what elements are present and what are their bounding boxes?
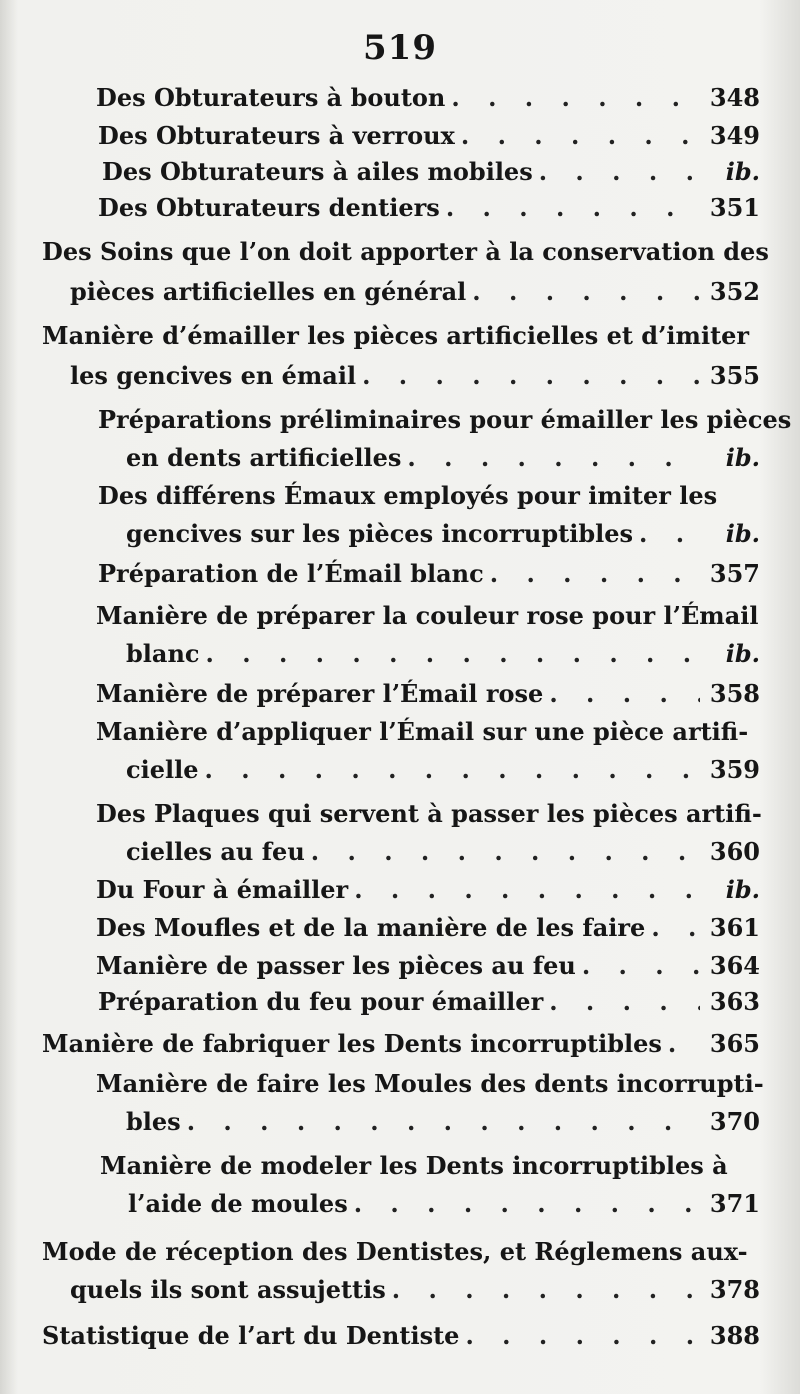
toc-line: [126, 834, 760, 870]
toc-page-number: 371: [709, 1189, 760, 1218]
toc-line: [96, 598, 759, 634]
toc-page-number: ib.: [725, 519, 760, 548]
toc-line: [96, 910, 760, 946]
toc-entry-text: blanc: [126, 639, 200, 668]
toc-entry-text: Des Moufles et de la manière de les faire: [96, 913, 646, 942]
toc-page-number: 352: [709, 277, 760, 306]
toc-line: [42, 1318, 760, 1354]
toc-entry-text: les gencives en émail: [70, 361, 357, 390]
toc-entry-text: l’aide de moules: [128, 1189, 348, 1218]
dot-leader: [181, 1104, 700, 1140]
toc-page-number: ib.: [725, 875, 760, 904]
toc-line: [96, 796, 762, 832]
toc-entry-text: Statistique de l’art du Dentiste: [42, 1321, 460, 1350]
toc-page-number: 357: [709, 559, 760, 588]
toc-line: [70, 274, 760, 310]
toc-entry-text: Manière de modeler les Dents incorruptibles à: [100, 1151, 728, 1180]
toc-page-number: 358: [709, 679, 760, 708]
dot-leader: [645, 910, 700, 946]
dot-leader: [445, 80, 700, 116]
toc-line: [126, 440, 760, 476]
toc-line: [126, 516, 760, 552]
toc-line: [98, 478, 718, 514]
toc-line: [126, 1104, 760, 1140]
toc-entry-text: Des Obturateurs à ailes mobiles: [102, 157, 533, 186]
toc-line: [70, 358, 760, 394]
toc-line: [42, 1026, 760, 1062]
toc-entry-text: Préparation du feu pour émailler: [98, 987, 544, 1016]
toc-entry-text: Des Obturateurs dentiers: [98, 193, 440, 222]
dot-leader: [386, 1272, 700, 1308]
toc-entry-text: Des Soins que l’on doit apporter à la conservation des: [42, 237, 769, 266]
toc-line: [98, 118, 760, 154]
toc-line: [102, 154, 760, 190]
toc-entry-text: Manière d’appliquer l’Émail sur une pièce artifi-: [96, 717, 749, 746]
toc-page-number: 349: [709, 121, 760, 150]
toc-entry-text: Des Obturateurs à bouton: [96, 83, 446, 112]
toc-page-number: 388: [709, 1321, 760, 1350]
toc-page-number: 359: [709, 755, 760, 784]
toc-line: [98, 190, 760, 226]
toc-line: [70, 1272, 760, 1308]
dot-leader: [305, 834, 700, 870]
dot-leader: [455, 118, 700, 154]
dot-leader: [199, 752, 700, 788]
dot-leader: [356, 358, 700, 394]
toc-entry-text: Manière de fabriquer les Dents incorruptibles: [42, 1029, 662, 1058]
dot-leader: [662, 1026, 700, 1062]
toc-line: [98, 984, 760, 1020]
toc-entry-text: quels ils sont assujettis: [70, 1275, 386, 1304]
toc-entry-text: Manière de faire les Moules des dents incorrupti-: [96, 1069, 764, 1098]
toc-line: [96, 872, 760, 908]
toc-line: [126, 752, 760, 788]
toc-entry-text: Préparation de l’Émail blanc: [98, 559, 484, 588]
toc-page-number: 360: [709, 837, 760, 866]
toc-line: [96, 80, 760, 116]
toc-entry-text: cielles au feu: [126, 837, 305, 866]
dot-leader: [401, 440, 700, 476]
dot-leader: [533, 154, 700, 190]
toc-entry-text: Mode de réception des Dentistes, et Réglemens aux-: [42, 1237, 748, 1266]
toc-page-number: 365: [709, 1029, 760, 1058]
dot-leader: [440, 190, 700, 226]
toc-page-number: 348: [709, 83, 760, 112]
toc-line: [42, 1234, 748, 1270]
toc-line: [100, 1148, 728, 1184]
toc-page-number: 355: [709, 361, 760, 390]
dot-leader: [576, 948, 700, 984]
toc-entry-text: Des Plaques qui servent à passer les pièces artifi-: [96, 799, 762, 828]
toc-entry-text: Des Obturateurs à verroux: [98, 121, 455, 150]
toc-entry-text: Manière de préparer la couleur rose pour l’Émail: [96, 601, 759, 630]
toc-line: [128, 1186, 760, 1222]
toc-line: [96, 676, 760, 712]
dot-leader: [633, 516, 700, 552]
toc-page-number: 363: [709, 987, 760, 1016]
toc-page-number: 378: [709, 1275, 760, 1304]
toc-line: [96, 1066, 764, 1102]
toc-line: [96, 714, 749, 750]
dot-leader: [543, 676, 700, 712]
toc-line: [42, 234, 769, 270]
toc-entry-text: Du Four à émailler: [96, 875, 349, 904]
toc-entry-text: Manière d’émailler les pièces artificielles et d’imiter: [42, 321, 750, 350]
toc-entry-text: en dents artificielles: [126, 443, 402, 472]
toc-page-number: 361: [709, 913, 760, 942]
toc-line: [98, 556, 760, 592]
dot-leader: [466, 274, 700, 310]
dot-leader: [348, 1186, 700, 1222]
toc-page-number: ib.: [725, 639, 760, 668]
dot-leader: [543, 984, 700, 1020]
toc-entry-text: cielle: [126, 755, 199, 784]
dot-leader: [459, 1318, 700, 1354]
toc-entry-text: Préparations préliminaires pour émailler les pièces: [98, 405, 792, 434]
toc-page-number: 351: [709, 193, 760, 222]
toc-line: [96, 948, 760, 984]
toc-entry-text: pièces artificielles en général: [70, 277, 467, 306]
toc-page-number: 370: [709, 1107, 760, 1136]
page-number: 519: [363, 28, 437, 68]
toc-line: [98, 402, 792, 438]
toc-page-number: ib.: [725, 157, 760, 186]
dot-leader: [348, 872, 700, 908]
dot-leader: [200, 636, 700, 672]
toc-line: [126, 636, 760, 672]
toc-entry-text: Des différens Émaux employés pour imiter les: [98, 481, 718, 510]
toc-entry-text: bles: [126, 1107, 181, 1136]
toc-line: [42, 318, 750, 354]
toc-entry-text: Manière de préparer l’Émail rose: [96, 679, 544, 708]
dot-leader: [484, 556, 700, 592]
toc-entry-text: gencives sur les pièces incorruptibles: [126, 519, 634, 548]
toc-page-number: ib.: [725, 443, 760, 472]
toc-entry-text: Manière de passer les pièces au feu: [96, 951, 576, 980]
toc-page-number: 364: [709, 951, 760, 980]
